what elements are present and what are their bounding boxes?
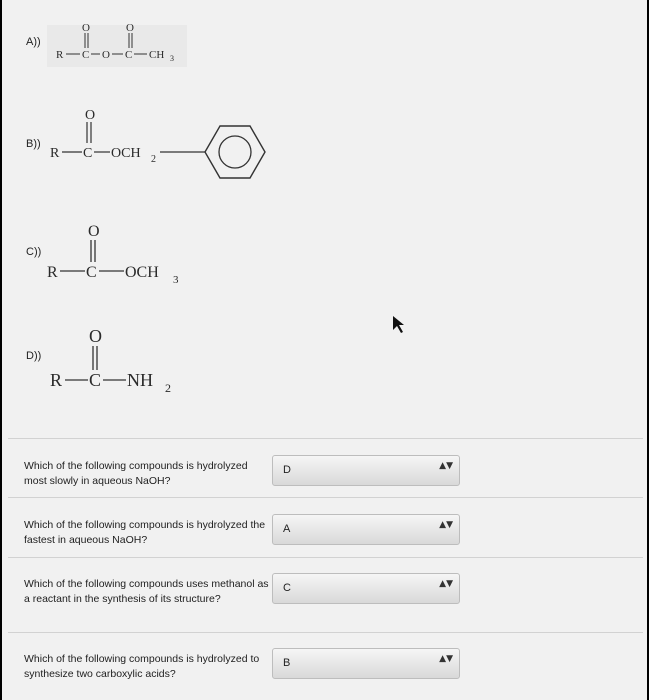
quiz-page (2, 0, 647, 700)
mouse-cursor-icon (393, 316, 404, 333)
structure-b-c: C (83, 146, 93, 161)
divider (8, 438, 643, 439)
select-arrows-icon: ▲▼ (439, 654, 453, 664)
structure-d (50, 326, 171, 395)
structure-c-c: C (86, 264, 97, 281)
question-2-selected-value: A (283, 523, 291, 535)
structure-d-carbonyl-o: O (89, 326, 102, 346)
structure-a-bg (47, 25, 187, 67)
option-label-d: D)) (26, 350, 42, 362)
question-1-select[interactable] (272, 455, 460, 486)
question-2-text: Which of the following compounds is hydrolyzed the fastest in aqueous NaOH? (24, 519, 266, 546)
benzene-aromatic-circle (219, 136, 251, 168)
structure-c-carbonyl-o: O (88, 223, 100, 240)
structure-a-o: O (102, 49, 110, 61)
structure-a-carbonyl-o2: O (126, 22, 134, 34)
question-4-selected-value: B (283, 657, 291, 669)
structure-a-carbonyl-o1: O (82, 22, 90, 34)
structure-a-ch: CH (149, 49, 165, 61)
option-label-a: A)) (26, 36, 41, 48)
divider (8, 497, 643, 498)
structures-figure (2, 0, 647, 420)
structure-c-sub: 3 (173, 274, 179, 286)
select-arrows-icon: ▲▼ (439, 520, 453, 530)
divider (8, 632, 643, 633)
select-arrows-icon: ▲▼ (439, 461, 453, 471)
structure-a-c2: C (125, 49, 133, 61)
question-4-select[interactable] (272, 648, 460, 679)
select-arrows-icon: ▲▼ (439, 579, 453, 589)
question-3-selected-value: C (283, 582, 291, 594)
structure-c (47, 223, 179, 286)
structure-d-nh: NH (127, 370, 153, 390)
structure-b-carbonyl-o: O (85, 108, 96, 123)
divider (8, 557, 643, 558)
structure-d-c: C (89, 370, 102, 390)
benzene-ring (205, 126, 265, 178)
question-4-text: Which of the following compounds is hydrolyzed to synthesize two carboxylic acids? (24, 653, 260, 680)
structure-a-sub: 3 (170, 54, 174, 63)
question-1-text: Which of the following compounds is hydrolyzed most slowly in aqueous NaOH? (24, 460, 248, 487)
structure-a-r: R (56, 49, 64, 61)
structure-c-och: OCH (125, 264, 159, 281)
question-3-text: Which of the following compounds uses methanol as a reactant in the synthesis of its structure? (24, 578, 269, 605)
structure-c-r: R (47, 264, 58, 281)
structure-b-r: R (50, 146, 60, 161)
question-3-select[interactable] (272, 573, 460, 604)
question-2-select[interactable] (272, 514, 460, 545)
structure-a-c1: C (82, 49, 90, 61)
structure-b-sub: 2 (151, 154, 156, 165)
option-label-c: C)) (26, 246, 42, 258)
structure-a (47, 22, 187, 67)
structure-b-och: OCH (111, 146, 141, 161)
structure-b (50, 108, 265, 178)
structure-d-sub: 2 (165, 381, 171, 395)
question-1-selected-value: D (283, 464, 291, 476)
structure-d-r: R (50, 370, 63, 390)
option-label-b: B)) (26, 138, 41, 150)
